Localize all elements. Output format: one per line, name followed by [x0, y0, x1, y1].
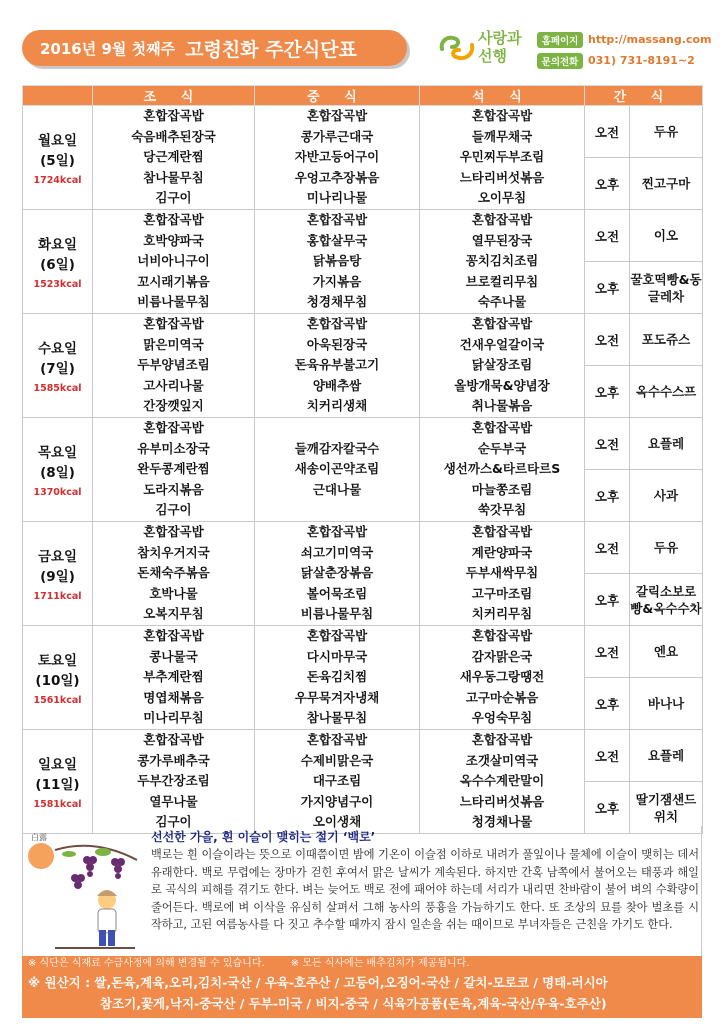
snack-am-label: 오전: [585, 730, 630, 782]
snack-pm-label: 오후: [585, 366, 630, 418]
snack-am-item: 두유: [630, 106, 703, 158]
svg-text:白露: 白露: [31, 833, 47, 842]
day-name: 수요일: [37, 341, 78, 357]
day-name: 목요일: [37, 445, 78, 461]
breakfast-item: 김구이: [155, 502, 192, 518]
breakfast-item: 참나물무침: [143, 169, 204, 185]
lunch-cell: [255, 314, 420, 418]
day-row: [23, 106, 703, 158]
table-header-row: [23, 86, 703, 106]
day-name: 월요일: [37, 133, 78, 149]
breakfast-item: 완두콩계란찜: [137, 461, 210, 477]
phone-label: 문의전화: [537, 53, 583, 69]
lunch-item: 오이생채: [312, 814, 362, 830]
breakfast-item: 혼합잡곡밥: [143, 628, 204, 644]
homepage-link[interactable]: http://massang.com: [588, 33, 712, 46]
lunch-item: 혼합잡곡밥: [306, 732, 368, 748]
dinner-item: 취나물볶음: [471, 398, 533, 414]
lunch-item: 돈육유부불고기: [294, 357, 380, 373]
dinner-item: 숙주나물: [477, 294, 527, 310]
lunch-item: 혼합잡곡밥: [306, 524, 368, 540]
snack-am-label: 오전: [585, 626, 630, 678]
breakfast-item: 돈채숙주볶음: [137, 565, 210, 581]
dinner-item: 오이무침: [477, 190, 527, 206]
dinner-item: 청경채나물: [471, 814, 533, 830]
dinner-item: 두부새싹무침: [465, 565, 539, 581]
snack-pm-item: 꿀호떡빵&동글레차: [630, 262, 703, 314]
lunch-item: 다시마무국: [306, 648, 368, 664]
header-dinner: 석 식: [420, 86, 585, 106]
dinner-item: 혼합잡곡밥: [471, 212, 533, 228]
lunch-item: 대구조림: [312, 773, 362, 789]
info-body: 백로는 흰 이슬이라는 뜻으로 이때쯤이면 밤에 기온이 이슬점 이하로 내려가 풀잎이나 물체에 이슬이 맺히는 데서 유래한다. 백로 무렵에는 장마가 걷힌 후여서 맑은 날씨가 계속된다. 하지만 간혹 남쪽에서 불어오는 태풍과 해일로 곡식의 피해를 겪기도 한다. 벼는 늦어도 백로 전에 패어야 하는데 서리가 내리면 찬바람이 불어 벼의 수확량이 줄어든다. 백로에 벼 이삭을 유심히 살펴서 그해 농사의 풍흉을 가늠하기도 한다. 또 조상의 묘를 찾아 벌초를 시작하고, 고된 여름농사를 다 짓고 추수할 때까지 잠시 일손을 쉬는 때이므로 부녀자들은 근친을 가기도 한다.: [151, 848, 699, 932]
breakfast-item: 혼합잡곡밥: [143, 524, 204, 540]
breakfast-item: 꼬시래기볶음: [137, 273, 210, 289]
lunch-item: 혼합잡곡밥: [306, 108, 368, 124]
breakfast-item: 숙음배추된장국: [131, 128, 216, 144]
snack-pm-item: 옥수수스프: [630, 366, 703, 418]
snack-am-item: 이오: [630, 210, 703, 262]
dinner-item: 느타리버섯볶음: [459, 793, 545, 809]
snack-pm-item: 갈릭소보로빵&옥수수차: [630, 574, 703, 626]
breakfast-item: 도라지볶음: [143, 481, 204, 497]
snack-pm-label: 오후: [585, 158, 630, 210]
lunch-item: 쇠고기미역국: [300, 544, 374, 560]
day-date: (8일): [40, 465, 75, 481]
breakfast-item: 호박양파국: [143, 232, 204, 248]
day-kcal: 1370kcal: [33, 487, 82, 498]
dinner-item: 치커리무침: [471, 606, 533, 622]
dinner-cell: [420, 106, 585, 210]
day-name: 토요일: [37, 653, 78, 669]
lunch-cell: [255, 106, 420, 210]
snack-pm-item: 사과: [630, 470, 703, 522]
lunch-item: 가지양념구이: [300, 793, 374, 809]
snack-am-item: 두유: [630, 522, 703, 574]
lunch-item: 혼합잡곡밥: [306, 316, 368, 332]
breakfast-item: 혼합잡곡밥: [143, 420, 204, 436]
day-row: [23, 626, 703, 678]
breakfast-item: 간장깻잎지: [143, 398, 204, 414]
title-year: 2016년 9월 첫째주: [40, 39, 176, 58]
dinner-item: 열무된장국: [471, 232, 533, 248]
breakfast-cell: [93, 314, 255, 418]
snack-pm-label: 오후: [585, 574, 630, 626]
lunch-item: 닭살춘장볶음: [300, 565, 374, 581]
dinner-cell: [420, 314, 585, 418]
day-kcal: 1711kcal: [33, 591, 82, 602]
day-cell: [23, 418, 93, 522]
lunch-item: 자반고등어구이: [294, 149, 380, 165]
dinner-item: 감자맑은국: [471, 648, 533, 664]
breakfast-item: 두부간장조림: [137, 773, 210, 789]
dinner-item: 조갯살미역국: [465, 752, 539, 768]
day-date: (5일): [40, 153, 75, 169]
header-breakfast: 조 식: [93, 86, 255, 106]
day-row: [23, 418, 703, 470]
snack-am-item: 요플레: [630, 730, 703, 782]
day-cell: [23, 730, 93, 834]
snack-am-label: 오전: [585, 210, 630, 262]
lunch-item: [255, 500, 419, 521]
dinner-item: 쑥갓무침: [477, 502, 527, 518]
day-row: [23, 730, 703, 782]
dinner-item: 혼합잡곡밥: [471, 732, 533, 748]
snack-am-item: 포도쥬스: [630, 314, 703, 366]
lunch-item: 미나리나물: [306, 190, 368, 206]
title-main: 고령친화 주간식단표: [185, 38, 357, 61]
breakfast-item: 콩가루배추국: [137, 752, 210, 768]
lunch-item: 근대나물: [312, 481, 362, 497]
dinner-item: 옥수수계란말이: [459, 773, 545, 789]
phone-number: 031) 731-8191~2: [588, 54, 695, 67]
day-date: (7일): [40, 361, 75, 377]
logo-text: 사랑과 선행: [478, 29, 522, 65]
lunch-cell: [255, 418, 420, 522]
dinner-item: 혼합잡곡밥: [471, 628, 533, 644]
snack-pm-item: 딸기잼샌드위치: [630, 782, 703, 834]
snack-pm-label: 오후: [585, 782, 630, 834]
day-cell: [23, 522, 93, 626]
breakfast-cell: [93, 730, 255, 834]
breakfast-cell: [93, 522, 255, 626]
header-lunch: 중 식: [255, 86, 420, 106]
origin-line-1: ※ 원산지 : 쌀,돈육,계육,오리,김치-국산 / 우육-호주산 / 고등어,오징어-국산 / 갈치-모로코 / 명태-러시아: [28, 975, 608, 990]
dinner-item: 고구마순볶음: [465, 689, 539, 705]
header-snack: 간 식: [585, 86, 703, 106]
dinner-item: 들깨무채국: [471, 128, 533, 144]
lunch-item: 들깨감자칼국수: [294, 440, 380, 456]
page-title: [22, 30, 407, 66]
lunch-item: 양배추쌈: [312, 377, 362, 393]
snack-pm-label: 오후: [585, 678, 630, 730]
breakfast-item: 호박나물: [149, 585, 198, 601]
day-row: [23, 210, 703, 262]
lunch-item: 아욱된장국: [306, 336, 368, 352]
dinner-item: 닭살장조림: [471, 357, 533, 373]
dinner-cell: [420, 730, 585, 834]
header-day: [23, 86, 93, 106]
day-kcal: 1724kcal: [33, 175, 82, 186]
dinner-item: 우민찌두부조림: [459, 149, 545, 165]
day-row: [23, 314, 703, 366]
day-kcal: 1561kcal: [33, 695, 82, 706]
dinner-item: 계란양파국: [471, 544, 533, 560]
lunch-item: 콩가루근대국: [300, 128, 374, 144]
snack-pm-item: 찐고구마: [630, 158, 703, 210]
dinner-item: 생선까스&타르타르S: [443, 461, 561, 477]
lunch-item: 새송이곤약조림: [294, 461, 380, 477]
hands-logo-icon: [438, 29, 476, 65]
breakfast-item: 너비아니구이: [137, 253, 210, 269]
dinner-item: 혼합잡곡밥: [471, 108, 533, 124]
lunch-item: 우무묵겨자냉채: [294, 689, 380, 705]
breakfast-item: 고사리나물: [143, 377, 204, 393]
day-cell: [23, 626, 93, 730]
day-kcal: 1523kcal: [33, 279, 82, 290]
origin-line-2: 참조기,꽃게,낙지-중국산 / 두부-미국 / 비지-중국 / 식육가공품(돈육,계육-국산/우육-호주산): [100, 996, 607, 1011]
lunch-item: 홍합살무국: [306, 232, 368, 248]
day-date: (6일): [40, 257, 75, 273]
dinner-item: 순두부국: [477, 440, 527, 456]
day-date: (10일): [35, 673, 80, 689]
breakfast-item: 미나리무침: [143, 710, 204, 726]
dinner-item: 고구마조림: [471, 585, 533, 601]
lunch-item: 수제비맑은국: [300, 752, 374, 768]
lunch-cell: [255, 522, 420, 626]
snack-am-label: 오전: [585, 522, 630, 574]
breakfast-item: 김구이: [155, 190, 192, 206]
lunch-item: 참나물무침: [306, 710, 368, 726]
dinner-item: 꽁치김치조림: [465, 253, 539, 269]
snack-pm-item: 바나나: [630, 678, 703, 730]
day-cell: [23, 314, 93, 418]
homepage-label: 홈페이지: [537, 32, 583, 48]
day-cell: [23, 106, 93, 210]
lunch-item: 비름나물무침: [300, 606, 374, 622]
dinner-cell: [420, 210, 585, 314]
breakfast-item: 혼합잡곡밥: [143, 732, 204, 748]
lunch-item: 혼합잡곡밥: [306, 212, 368, 228]
snack-am-label: 오전: [585, 418, 630, 470]
lunch-item: 닭볶음탕: [312, 253, 362, 269]
breakfast-item: 혼합잡곡밥: [143, 108, 204, 124]
breakfast-cell: [93, 210, 255, 314]
dinner-cell: [420, 522, 585, 626]
lunch-item: 돈육김치찜: [306, 669, 368, 685]
info-title: 선선한 가을, 흰 이슬이 맺히는 절기 ‘백로’: [151, 830, 376, 844]
lunch-item: 볼어묵조림: [306, 585, 368, 601]
dinner-item: 새우동그랑땡전: [459, 669, 545, 685]
breakfast-item: 혼합잡곡밥: [143, 316, 204, 332]
day-date: (11일): [35, 777, 80, 793]
lunch-item: 가지볶음: [312, 273, 362, 289]
contact-info: [537, 30, 722, 72]
note-menu-change: ※ 식단은 식재료 수급사정에 의해 변경될 수 있습니다.: [28, 958, 265, 969]
day-name: 일요일: [37, 757, 78, 773]
snack-am-item: 엔요: [630, 626, 703, 678]
day-name: 금요일: [37, 549, 78, 565]
day-row: [23, 522, 703, 574]
day-kcal: 1581kcal: [33, 799, 82, 810]
note-kimchi: ※ 모든 식사에는 배추김치가 제공됩니다.: [290, 958, 470, 969]
breakfast-item: 혼합잡곡밥: [143, 212, 204, 228]
dinner-item: 마늘쫑조림: [471, 481, 533, 497]
lunch-item: 청경채무침: [306, 294, 368, 310]
breakfast-item: 비름나물무침: [137, 294, 210, 310]
breakfast-item: 열무나물: [149, 793, 198, 809]
breakfast-item: 맑은미역국: [143, 336, 204, 352]
dinner-item: 브로컬리무침: [465, 273, 539, 289]
day-cell: [23, 210, 93, 314]
seasonal-info-box: [22, 826, 702, 956]
dinner-item: 우엉숙무침: [471, 710, 533, 726]
day-kcal: 1585kcal: [33, 383, 82, 394]
dinner-cell: [420, 626, 585, 730]
breakfast-cell: [93, 626, 255, 730]
breakfast-item: 오복지무침: [143, 606, 204, 622]
dinner-item: 혼합잡곡밥: [471, 420, 533, 436]
snack-pm-label: 오후: [585, 262, 630, 314]
breakfast-cell: [93, 418, 255, 522]
day-name: 화요일: [37, 237, 78, 253]
breakfast-item: 부추계란찜: [143, 669, 204, 685]
header: [0, 0, 724, 80]
lunch-item: [255, 418, 419, 439]
lunch-item: 치커리생채: [306, 398, 368, 414]
notes-footer: [22, 956, 702, 1018]
lunch-item: 우엉고추장볶음: [294, 169, 380, 185]
snack-am-item: 요플레: [630, 418, 703, 470]
snack-pm-label: 오후: [585, 470, 630, 522]
logo: [438, 27, 530, 69]
breakfast-item: 유부미소장국: [137, 440, 210, 456]
snack-am-label: 오전: [585, 106, 630, 158]
lunch-cell: [255, 210, 420, 314]
breakfast-item: 명엽채볶음: [143, 689, 204, 705]
breakfast-item: 김구이: [155, 814, 192, 830]
dinner-item: 느타리버섯볶음: [459, 169, 545, 185]
dinner-item: 건새우얼갈이국: [459, 336, 545, 352]
lunch-cell: [255, 626, 420, 730]
breakfast-item: 두부양념조림: [137, 357, 210, 373]
day-date: (9일): [40, 569, 75, 585]
dinner-cell: [420, 418, 585, 522]
dinner-item: 혼합잡곡밥: [471, 316, 533, 332]
breakfast-item: 참치우거지국: [137, 544, 210, 560]
harvest-illustration-icon: [25, 830, 145, 952]
dinner-item: 올방개묵&양념장: [454, 377, 550, 393]
breakfast-item: 콩나물국: [149, 648, 198, 664]
dinner-item: 혼합잡곡밥: [471, 524, 533, 540]
breakfast-cell: [93, 106, 255, 210]
weekly-menu-table: [22, 85, 703, 834]
lunch-cell: [255, 730, 420, 834]
breakfast-item: 당근계란찜: [143, 149, 204, 165]
snack-am-label: 오전: [585, 314, 630, 366]
lunch-item: 혼합잡곡밥: [306, 628, 368, 644]
